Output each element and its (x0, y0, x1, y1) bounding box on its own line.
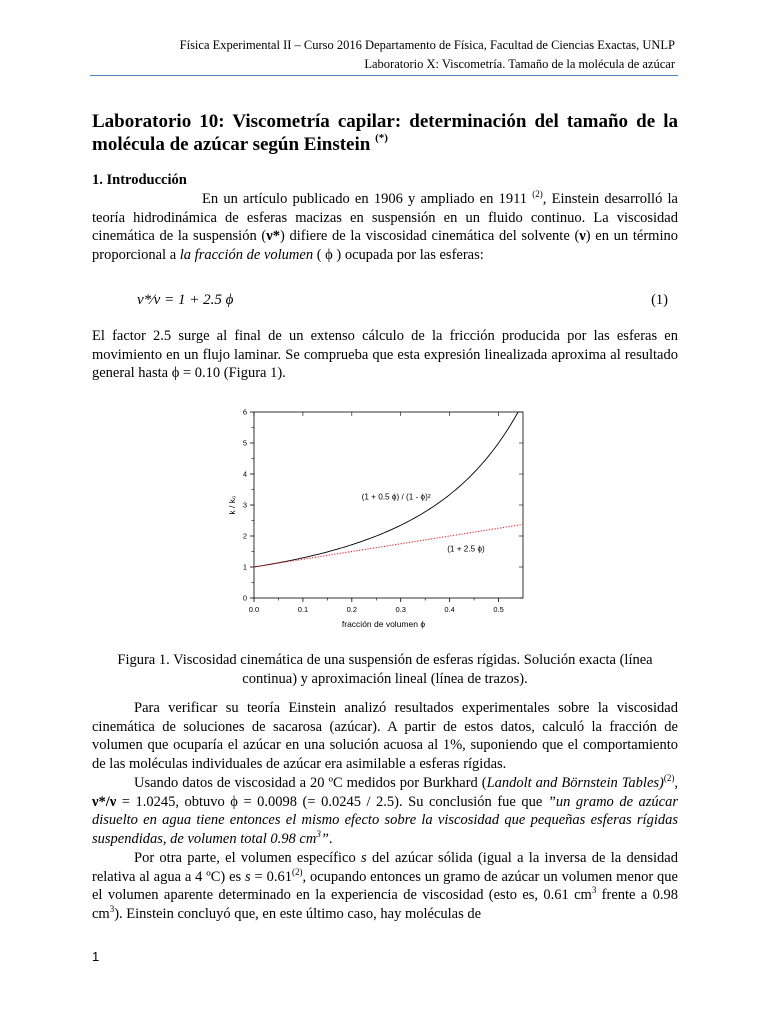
paper-title-text: Laboratorio 10: Viscometría capilar: determinación del tamaño de la molécula de azúcar según Einstein (92, 111, 678, 155)
intro-symbol-nu-star: ν* (266, 228, 280, 245)
y-tick-label: 0 (242, 593, 247, 603)
p5-text-d: , ocupando entonces un gramo de azúcar un volumen menor que el volumen aparente determinado en la experiencia de viscosidad (esto es, 0.61 cm (92, 868, 678, 904)
annotation-linear: (1 + 2.5 ϕ) (447, 544, 485, 554)
intro-text-d: ) en un término proporcional a (92, 228, 678, 263)
figure-caption: Figura 1. Viscosidad cinemática de una suspensión de esferas rígidas. Solución exacta (línea continua) y aproximación lineal (línea de trazos). (117, 652, 653, 687)
p5-symbol-s-2: s (245, 868, 251, 885)
x-tick-label: 0.0 (248, 605, 260, 614)
running-header-line-2: Laboratorio X: Viscometría. Tamaño de la molécula de azúcar (364, 57, 675, 71)
x-tick-label: 0.1 (297, 605, 309, 614)
p4-text-b: , (674, 775, 678, 791)
y-tick-label: 4 (242, 469, 247, 479)
y-tick-label: 5 (242, 438, 247, 448)
paragraph-4 (92, 774, 678, 848)
p5-exp-2: 3 (109, 903, 115, 914)
intro-text-b: , Einstein desarrolló la teoría hidrodinámica de esferas macizas en suspensión en un fluido continuo. La viscosidad cinemática de la suspensión ( (92, 191, 678, 245)
p4-emphasis-source: Landolt and Börnstein Tables) (486, 775, 664, 791)
p4-text-d: . (328, 830, 333, 847)
page-number: 1 (92, 949, 100, 964)
equation-1: ν*⁄ν = 1 + 2.5 ϕ (137, 292, 234, 308)
p4-symbol-ratio: ν*/ν (92, 793, 117, 810)
x-tick-label: 0.5 (493, 605, 504, 614)
y-axis-label: k / k₀ (227, 495, 237, 515)
y-tick-label: 1 (242, 562, 247, 572)
p4-quote: ”un gramo de azúcar disuelto en agua tiene entonces el mismo efecto sobre la viscosidad que pequeñas esferas rígidas suspendidas, de volumen total 0.98 cm (92, 793, 679, 847)
intro-ref: (2) (532, 189, 543, 199)
x-tick-label: 0.4 (444, 605, 455, 614)
header-rule (90, 75, 678, 76)
x-axis-label: fracción de volumen ϕ (341, 619, 426, 629)
paper-title (92, 110, 678, 156)
equation-number: (1) (651, 292, 668, 308)
p5-text-f: ). Einstein concluyó que, en este último caso, hay moléculas de (114, 905, 482, 922)
p4-ref: (2) (663, 773, 675, 783)
section-heading: 1. Introducción (92, 172, 187, 188)
p4-text-a: Usando datos de viscosidad a 20 ºC medidos por Burkhard ( (134, 775, 487, 791)
p5-exp-1: 3 (591, 885, 597, 896)
y-tick-label: 6 (242, 407, 247, 417)
figure-1-chart (0, 405, 768, 635)
p4-quote-exponent: 3 (316, 828, 321, 839)
x-tick-label: 0.3 (395, 605, 406, 614)
p5-text-c: = 0.61 (250, 868, 292, 885)
intro-paragraph (92, 190, 678, 264)
y-tick-label: 3 (242, 500, 247, 510)
intro-emphasis: la fracción de volumen (179, 246, 314, 263)
intro-text-e: ( ϕ ) ocupada por las esferas: (313, 246, 484, 263)
plot-frame (254, 412, 523, 598)
p4-quote-end: ” (320, 830, 329, 847)
p5-text-b: del azúcar sólida (igual a la inversa de la densidad relativa al agua a 4 ºC) es (92, 850, 678, 885)
intro-text-a: En un artículo publicado en 1906 y ampliado en 1911 (202, 191, 533, 207)
y-tick-label: 2 (242, 531, 247, 541)
paragraph-5 (92, 849, 678, 923)
paragraph-3 (92, 699, 678, 773)
title-footnote-mark: (*) (375, 132, 388, 144)
p4-text-c: = 1.0245, obtuvo ϕ = 0.0098 (= 0.0245 / 2.5). Su conclusión fue que (116, 793, 548, 810)
intro-symbol-nu: ν (579, 228, 586, 245)
p5-text-e: frente a 0.98 cm (92, 887, 678, 922)
x-tick-label: 0.2 (346, 605, 358, 614)
running-header-line-1: Física Experimental II – Curso 2016 Departamento de Física, Facultad de Ciencias Exactas, UNLP (179, 38, 675, 52)
annotation-exact: (1 + 0.5 ϕ) / (1 - ϕ)² (361, 492, 431, 502)
paragraph-2: El factor 2.5 surge al final de un extenso cálculo de la fricción producida por las esferas en movimiento en un flujo laminar. Se comprueba que esta expresión linealizada aproxima al resultado general hasta ϕ = 0.10 (Figura 1). (92, 328, 678, 382)
paragraph-3-text: Para verificar su teoría Einstein analizó resultados experimentales sobre la viscosidad cinemática de soluciones de sacarosa (azúcar). A partir de estos datos, calculó la fracción de volumen que ocuparía el azúcar en una solución acuosa al 1%, suponiendo que el comportamiento de las moléculas individuales de azúcar era asimilable a esferas rígidas. (92, 700, 678, 772)
p5-symbol-s: s (361, 850, 367, 866)
p5-ref: (2) (291, 866, 303, 877)
p5-text-a: Por otra parte, el volumen específico (134, 850, 361, 866)
intro-text-c: ) difiere de la viscosidad cinemática del solvente ( (279, 228, 580, 245)
